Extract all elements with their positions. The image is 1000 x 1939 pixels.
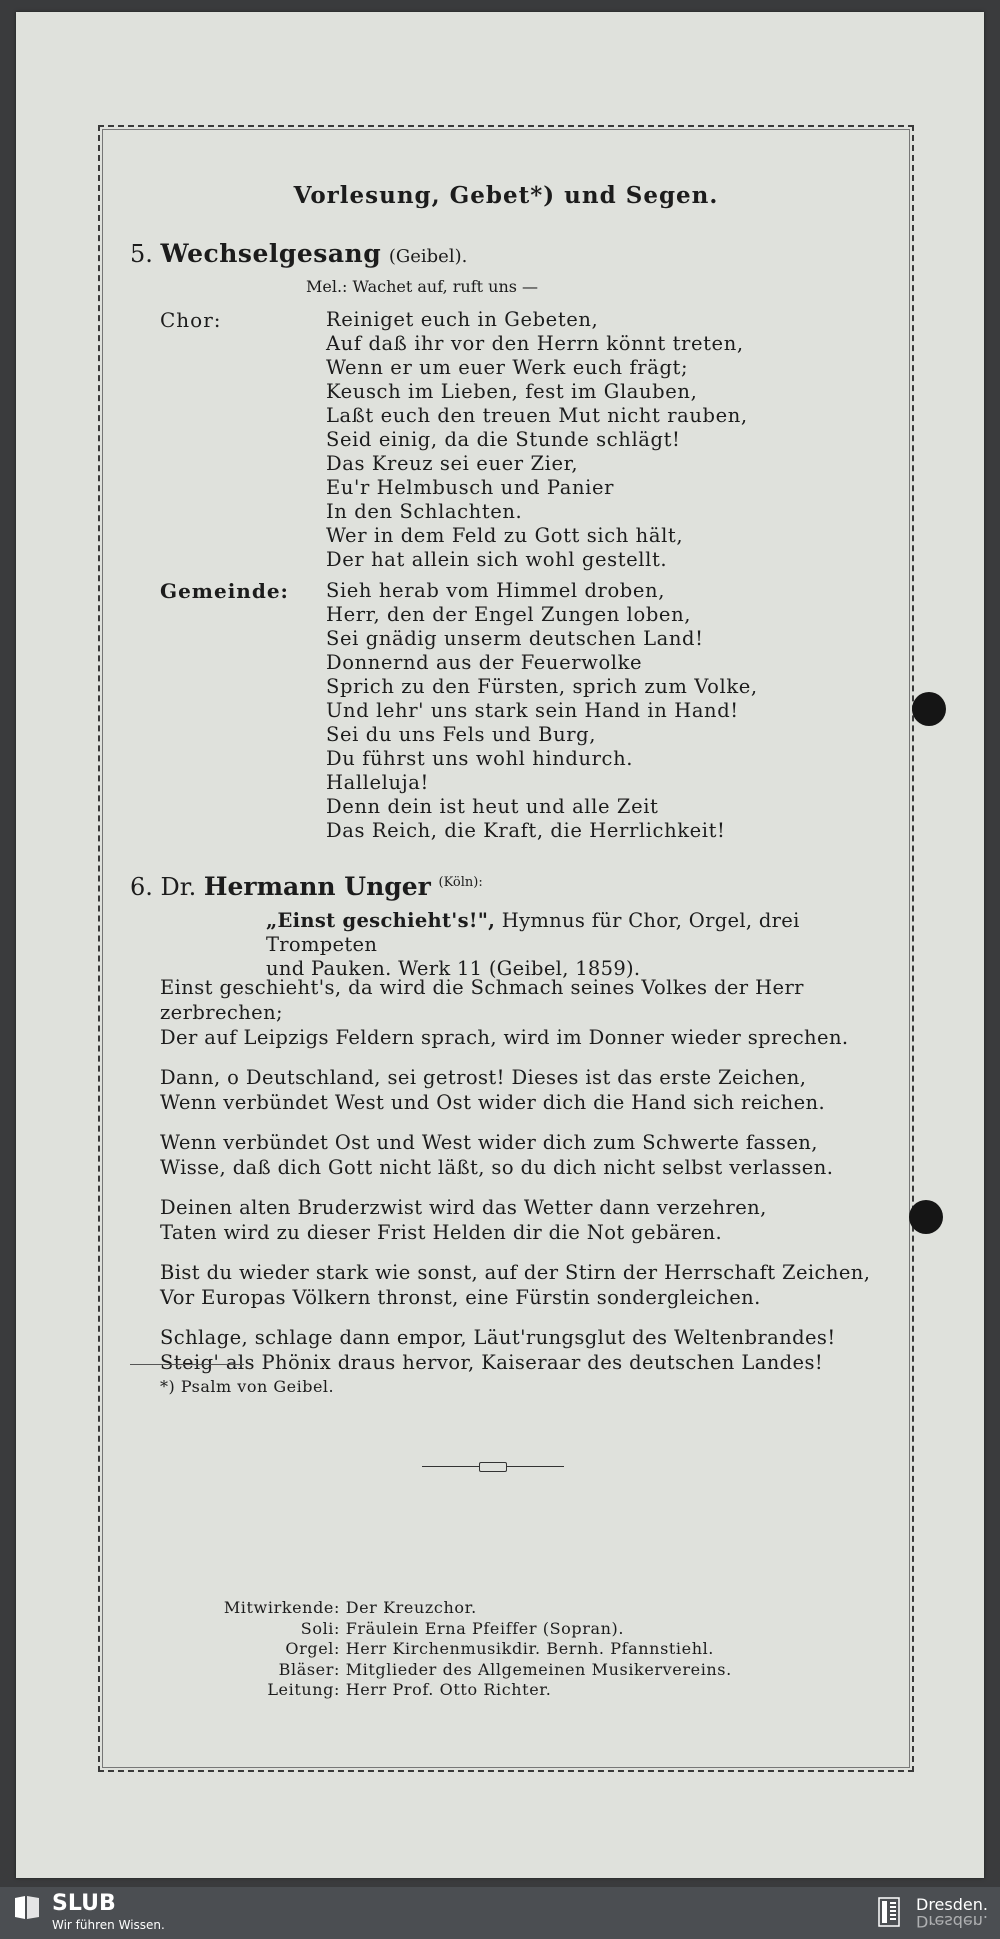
chor-label: Chor: <box>160 308 222 332</box>
credit-row <box>200 1639 732 1660</box>
verse-line: Eu'r Helmbusch und Panier <box>326 476 614 499</box>
section-number: 5. <box>130 240 153 268</box>
footnote: *) Psalm von Geibel. <box>160 1377 335 1396</box>
credit-value: Mitglieder des Allgemeinen Musikervereins. <box>345 1659 732 1679</box>
ornament-divider <box>422 1462 564 1472</box>
verse-line: Sei du uns Fels und Burg, <box>326 723 597 746</box>
verse-line: Das Reich, die Kraft, die Herrlichkeit! <box>326 819 726 842</box>
verse-line: In den Schlachten. <box>326 500 523 523</box>
ornament-center <box>479 1462 507 1472</box>
section-6-title <box>130 872 483 901</box>
section-source: (Geibel). <box>388 246 468 267</box>
stanza <box>160 1130 895 1180</box>
dresden-crest-icon <box>878 1897 900 1927</box>
verse-line: Das Kreuz sei euer Zier, <box>326 452 579 475</box>
verse-line: Seid einig, da die Stunde schlägt! <box>326 428 681 451</box>
slub-logo-icon[interactable] <box>13 1895 41 1921</box>
melody-note: Mel.: Wachet auf, ruft uns — <box>306 277 539 296</box>
work-description <box>266 909 891 981</box>
verse-line: Auf daß ihr vor den Herrn könnt treten, <box>326 332 744 355</box>
credit-value: Der Kreuzchor. <box>345 1598 477 1617</box>
credit-value: Herr Prof. Otto Richter. <box>345 1680 552 1699</box>
credit-role: Leitung: <box>267 1680 340 1699</box>
credit-row <box>200 1680 732 1701</box>
section-5-title <box>130 239 467 268</box>
credit-row <box>200 1660 732 1681</box>
hymn-text <box>160 975 895 1390</box>
stanza-line: Wenn verbündet West und Ost wider dich die Hand sich reichen. <box>160 1091 826 1114</box>
credit-role: Orgel: <box>285 1639 340 1658</box>
stanza-line: Deinen alten Bruderzwist wird das Wetter dann verzehren, <box>160 1196 767 1219</box>
chor-verse <box>326 308 748 572</box>
verse-line: Denn dein ist heut und alle Zeit <box>326 795 659 818</box>
verse-line: Du führst uns wohl hindurch. <box>326 747 634 770</box>
verse-line: Und lehr' uns stark sein Hand in Hand! <box>326 699 739 722</box>
dresden-logo[interactable] <box>916 1897 988 1929</box>
stanza <box>160 1195 895 1245</box>
stanza-line: Schlage, schlage dann empor, Läut'rungsglut des Weltenbrandes! <box>160 1326 836 1349</box>
verse-line: Wenn er um euer Werk euch frägt; <box>326 356 689 379</box>
heading: Vorlesung, Gebet*) und Segen. <box>293 182 719 209</box>
stanza-line: Wenn verbündet Ost und West wider dich zum Schwerte fassen, <box>160 1131 818 1154</box>
section-title: Wechselgesang <box>160 239 382 268</box>
stanza-line: Steig' als Phönix draus hervor, Kaiseraar des deutschen Landes! <box>160 1351 824 1374</box>
stanza <box>160 1065 895 1115</box>
section-number: 6. <box>130 873 153 901</box>
stanza <box>160 975 895 1050</box>
stanza-line: Der auf Leipzigs Feldern sprach, wird im Donner wieder sprechen. <box>160 1026 849 1049</box>
verse-line: Herr, den der Engel Zungen loben, <box>326 603 692 626</box>
credit-value: Herr Kirchenmusikdir. Bernh. Pfannstiehl. <box>345 1639 714 1658</box>
stanza <box>160 1260 895 1310</box>
verse-line: Sprich zu den Fürsten, sprich zum Volke, <box>326 675 758 698</box>
slub-tagline: Wir führen Wissen. <box>52 1918 165 1932</box>
stanza-line: Bist du wieder stark wie sonst, auf der Stirn der Herrschaft Zeichen, <box>160 1261 871 1284</box>
footer-bar <box>0 1887 1000 1939</box>
work-title: „Einst geschieht's!", <box>266 909 496 932</box>
credit-row <box>200 1598 732 1619</box>
composer-name: Hermann Unger <box>203 872 431 901</box>
verse-line: Der hat allein sich wohl gestellt. <box>326 548 668 571</box>
verse-line: Sieh herab vom Himmel droben, <box>326 579 665 602</box>
name-prefix: Dr. <box>160 873 197 901</box>
stanza-line: Wisse, daß dich Gott nicht läßt, so du dich nicht selbst verlassen. <box>160 1156 834 1179</box>
border-frame <box>98 125 914 1772</box>
composer-city: (Köln): <box>438 875 483 890</box>
gemeinde-verse <box>326 579 758 843</box>
gemeinde-label: Gemeinde: <box>160 579 289 603</box>
stanza-line: Dann, o Deutschland, sei getrost! Dieses ist das erste Zeichen, <box>160 1066 807 1089</box>
verse-line: Keusch im Lieben, fest im Glauben, <box>326 380 698 403</box>
work-desc-2: und Pauken. Werk 11 (Geibel, 1859). <box>266 957 641 980</box>
credits <box>200 1598 732 1701</box>
stanza-line: Vor Europas Völkern thronst, eine Fürstin sondergleichen. <box>160 1286 761 1309</box>
stanza-line: Taten wird zu dieser Frist Helden dir die Not gebären. <box>160 1221 723 1244</box>
verse-line: Donnernd aus der Feuerwolke <box>326 651 643 674</box>
punch-hole <box>909 1200 943 1234</box>
dresden-label-mirror: Dresden. <box>916 1912 988 1931</box>
verse-line: Reiniget euch in Gebeten, <box>326 308 599 331</box>
slub-brand[interactable]: SLUB <box>52 1891 116 1916</box>
verse-line: Sei gnädig unserm deutschen Land! <box>326 627 704 650</box>
credit-role: Soli: <box>300 1618 340 1638</box>
verse-line: Halleluja! <box>326 771 429 794</box>
work-desc-1: Hymnus für Chor, Orgel, drei Trompeten <box>266 909 800 956</box>
document-sheet <box>16 12 984 1878</box>
verse-line: Wer in dem Feld zu Gott sich hält, <box>326 524 684 547</box>
credit-row <box>200 1619 732 1640</box>
punch-hole <box>912 692 946 726</box>
footnote-rule <box>130 1364 244 1365</box>
stanza-line: Einst geschieht's, da wird die Schmach seines Volkes der Herr zerbrechen; <box>160 976 804 1024</box>
verse-line: Laßt euch den treuen Mut nicht rauben, <box>326 404 748 427</box>
credit-value: Fräulein Erna Pfeiffer (Sopran). <box>345 1618 625 1638</box>
credit-role: Mitwirkende: <box>223 1598 340 1617</box>
stanza <box>160 1325 895 1375</box>
dresden-label: Dresden. <box>916 1895 988 1914</box>
credit-role: Bläser: <box>278 1659 340 1679</box>
